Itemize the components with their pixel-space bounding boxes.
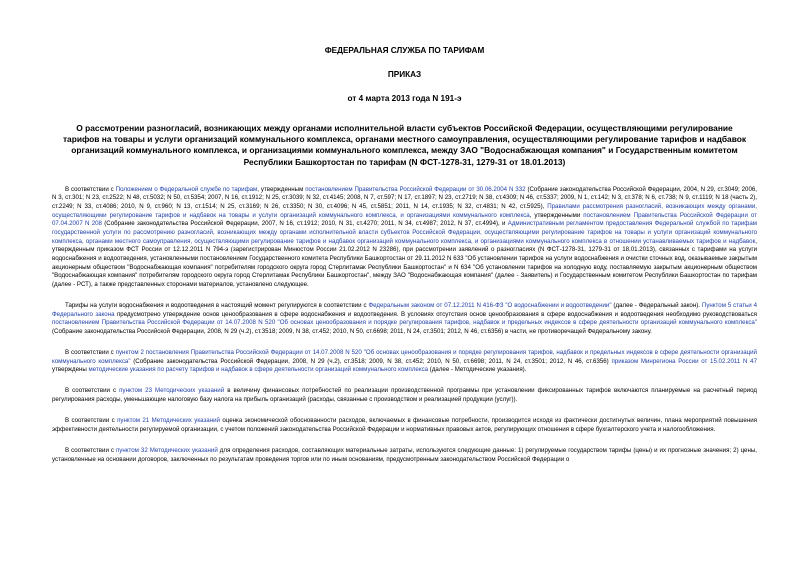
paragraph-text: В соответствии с bbox=[65, 417, 118, 425]
document-title: О рассмотрении разногласий, возникающих между органами исполнительной власти субъектов Российской Федерации, осуществляющими регулирование тарифов на товары и услуги организаций коммунального комплекса, органами местного самоуправления, осуществляющими регулирование тарифов и надбавок организаций коммунального комплекса, и организациями коммунального комплекса, между ЗАО "Водоснабжающая компания" и Государственным комитетом Республики Башкортостан по тарифам (N ФСТ-1278-31, 1279-31 от 18.01.2013) bbox=[62, 123, 747, 167]
document-link[interactable]: методические указания по расчету тарифов и надбавок в сфере деятельности организаций коммунального комплекса bbox=[88, 366, 429, 374]
paragraph-text: В соответствии с bbox=[65, 185, 116, 193]
document-link[interactable]: постановлением Правительства Российской Федерации от 07.04.2007 N 208 bbox=[52, 211, 757, 228]
document-date: от 4 марта 2013 года N 191-э bbox=[347, 94, 462, 103]
document-link[interactable]: пунктом 23 Методических указаний bbox=[119, 387, 225, 395]
document-link[interactable]: Федеральным законом от 07.12.2011 N 416-ФЗ "О водоснабжении и водоотведении" bbox=[368, 302, 612, 310]
paragraph-6 bbox=[52, 447, 757, 475]
paragraph-text: (Собрание законодательства Российской Федерации, 2008, N 29 (ч.2), ст.3518; 2009, N 38, ст.452; 2010, N 50, ст.6698; 2011, N 24, ст.3501; 2012, N 46, ст.6356) в части, не противоречащей Федеральному закону. bbox=[52, 328, 652, 336]
document-type: ПРИКАЗ bbox=[387, 70, 422, 79]
paragraph-5 bbox=[52, 417, 757, 434]
paragraph-text: В соответствии с bbox=[65, 446, 116, 454]
paragraph-text: , утвержденными bbox=[529, 211, 584, 219]
document-link[interactable]: Пунктом 5 статьи 4 Федерального закона bbox=[52, 302, 758, 318]
document-link[interactable]: постановлением Правительства Российской Федерации от 30.06.2004 N 332 bbox=[305, 185, 526, 193]
paragraph-2 bbox=[52, 302, 757, 337]
paragraph-text: (далее - Методические указания). bbox=[428, 366, 527, 374]
paragraph-text: Тарифы на услуги водоснабжения и водоотведения в настоящий момент регулируются в соответствии с bbox=[65, 302, 369, 310]
paragraph-4 bbox=[52, 387, 757, 404]
paragraph-text: (Собрание законодательства Российской Федерации, 2007, N 16, ст.1912; 2010, N 31, ст.4270; 2011, N 34, ст.4987; 2012, N 37, ст.4994), и bbox=[101, 220, 508, 228]
paragraph-text: (далее - Федеральный закон). bbox=[611, 302, 702, 310]
paragraph-text: предусмотрено утверждение основ ценообразования в сфере водоснабжения и водоотведения. В условиях отсутствия основ ценообразования в сфере водоснабжения и водоотведения необходимо руководствоваться bbox=[114, 310, 757, 318]
paragraph-text: утверждены bbox=[52, 366, 89, 374]
paragraph-1 bbox=[52, 186, 757, 290]
document-link[interactable]: приказом Минрегиона России от 15.02.2011 N 47 bbox=[611, 357, 757, 365]
document-link[interactable]: постановлением Правительства Российской Федерации от 14.07.2008 N 520 "Об основах ценообразования и порядке регулирования тарифов, надбавок и предельных индексов в сфере деятельности организаций коммунального комплекса" bbox=[52, 319, 757, 327]
document-link[interactable]: пунктом 21 Методических указаний bbox=[117, 417, 220, 425]
paragraph-text: (Собрание законодательства Российской Федерации, 2008, N 29 (ч.2), ст.3518; 2009, N 38, ст.452; 2010, N 50, ст.6698; 2011, N 24, ст.3501; 2012, N 46, ст.6356) bbox=[130, 357, 612, 365]
document-link[interactable]: Правилами рассмотрения разногласий, возникающих между органами, осуществляющими регулирование тарифов и надбавок на товары и услуги организаций коммунального комплекса, и организациями коммунального комплекса bbox=[52, 203, 757, 219]
paragraph-text: (Собрание законодательства Российской Федерации, 2004, N 29, ст.3049; 2006, N 3, ст.301; N 23, ст.2522; N 48, ст.5032; N 50, ст.5354; 2007, N 16, ст.1912; N 25, ст.3039; N 32, ст.4145; 2008, N 7, ст.597; N 17, ст.1897; N 23, ст.2719; N 38, ст.4309; N 46, ст.5337; 2009, N 1, ст.142; N 3, ст.378; N 6, ст.738; N 9, ст.1119; N 18 (часть 2), ст.2249; N 33, ст.4086; 2010, N 9, ст.960; N 13, ст.1514; N 25, ст.3169; N 26, ст.3350; N 30, ст.4096; N 45, ст.5851; 2011, N 14, ст.1935; N 32, ст.4831; N 42, ст.5925), bbox=[52, 185, 757, 211]
agency-name: ФЕДЕРАЛЬНАЯ СЛУЖБА ПО ТАРИФАМ bbox=[324, 46, 485, 55]
paragraph-text: , утвержденным приказом ФСТ России от 12.12.2011 N 794-э (зарегистрирован Минюстом России 21.02.2012 N 23286), при рассмотрении заявлений о разногласиях (N ФСТ-1278-31, 1279-31 от 18.01.2013), связанных с тарифами на услуги водоснабжения и водоотведения, установленными постановлением Государственного комитета Республики Башкортостан от 29.11.2012 N 633 "Об установлении тарифов на услуги водоснабжения и очистки сточных вод, оказываемые закрытым акционерным обществом "Водоснабжающая компания" потребителям городского округа город Стерлитамак Республики Башкортостан" и N 634 "Об установлении тарифов на холодную воду, поставляемую закрытым акционерным обществом "Водоснабжающая компания" потребителям городского округа город Стерлитамак Республики Башкортостан", между ЗАО "Водоснабжающая компания" (далее - Заявитель) и Государственным комитетом Республики Башкортостан по тарифам (далее - РСТ), а также представленных сторонами материалов, установлено следующее. bbox=[52, 237, 757, 289]
paragraph-text: В соответствии с bbox=[65, 349, 116, 357]
paragraph-text: в величину финансовых потребностей по реализации производственной программы при установлении фиксированных тарифов включаются планируемые на расчетный период регулирования расходы, уменьшающие налоговую базу налога на прибыль организаций (расходы, связанные с производством и реализацией продукции (услуг)). bbox=[52, 387, 757, 404]
paragraph-text: для определения расходов, составляющих материальные затраты, используются следующие данные: 1) регулируемые государством тарифы (цены) и их прогнозные значения; 2) цены, установленные на основании договоров, заключенных по результатам проведения торгов или по иным основаниям, предусмотренным законодательством Российской Федерации о bbox=[52, 446, 757, 463]
document-link[interactable]: Положением о Федеральной службе по тарифам bbox=[115, 185, 258, 193]
paragraph-text: оценка экономической обоснованности расходов, включаемых в финансовые потребности, производится исходя из фактически достигнутых величин, плана мероприятий повышения эффективности деятельности регулируемой организации, с учетом положений законодательства Российской Федерации и нормативных правовых актов, регулирующих отношения в сфере бухгалтерского учета и налогообложения. bbox=[52, 417, 757, 433]
paragraph-3 bbox=[52, 349, 757, 375]
paragraph-text: В соответствии с bbox=[65, 387, 120, 395]
document-link[interactable]: пунктом 32 Методических указаний bbox=[115, 446, 218, 454]
document-link[interactable]: пунктом 2 постановления Правительства Российской Федерации от 14.07.2008 N 520 "Об основах ценообразования и порядке регулирования тарифов, надбавок и предельных индексов в сфере деятельности организаций коммунального комплекса" bbox=[52, 349, 757, 365]
paragraph-text: , утвержденным bbox=[257, 185, 306, 193]
document-link[interactable]: Административным регламентом предоставления Федеральной службой по тарифам государственной услуги по рассмотрению разногласий, возникающих между органами исполнительной власти субъектов Российской Федерации, осуществляющими регулирование тарифов на товары и услуги организаций коммунального комплекса, органами местного самоуправления, осуществляющими регулирование тарифов и надбавок организаций коммунального комплекса, и организациями коммунального комплекса в отношении устанавливаемых тарифов и надбавок bbox=[52, 220, 757, 245]
